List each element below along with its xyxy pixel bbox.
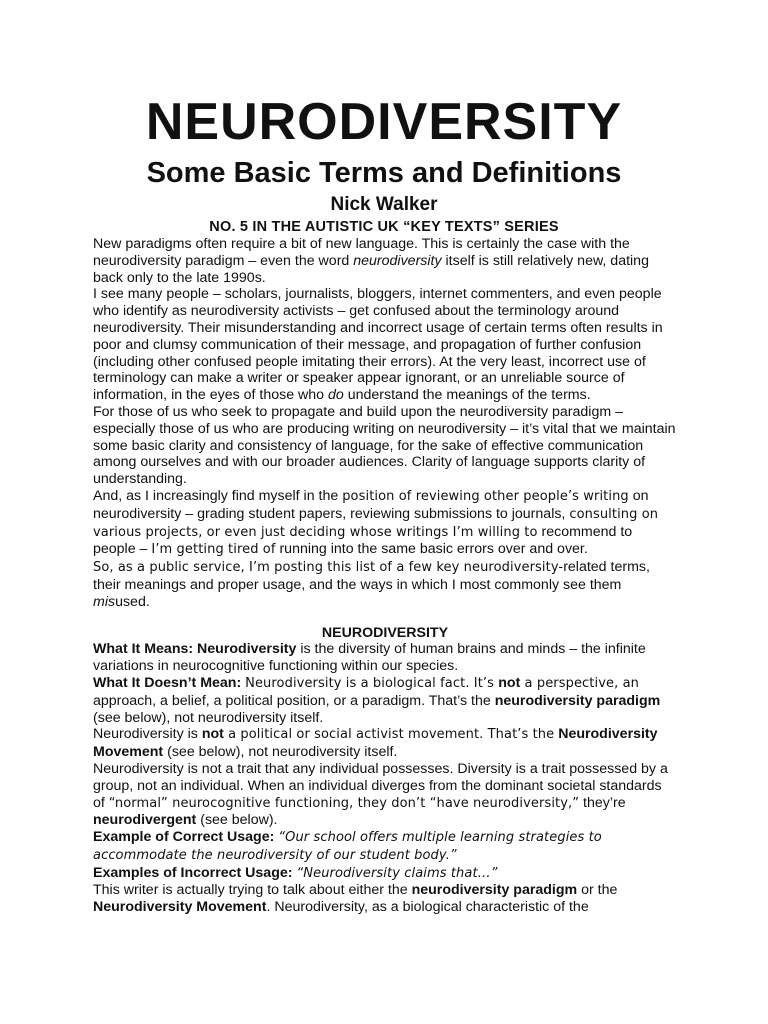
intro-paragraph-4 [93,488,677,559]
correct-usage-example [93,829,677,865]
text-run: consulting on various projects, or even just deciding whose writings I’m willing to [93,506,659,540]
term-text: neurodiversity paradigm [411,882,578,899]
text-run: “normal” neurocognitive functioning, they don’t “have neurodiversity,” [108,795,580,811]
closing-paragraph [93,882,677,916]
document-body [93,236,677,916]
text-run: used. [115,593,150,610]
text-run: (see below), not neurodiversity itself. [93,709,324,726]
text-run: or the [577,882,618,899]
emphasis-text: not [201,726,224,743]
text-run: So, as a public service, I’m posting this list of a few key neurodiversity- [93,560,564,576]
term-text: Neurodiversity Movement [93,726,658,761]
label-text: What It Doesn’t Mean: [93,674,246,691]
term-text: neurodiversity paradigm [494,692,661,709]
emphasis-text: not [498,674,521,691]
emphasis-text: neurodiversity [353,252,442,269]
text-run: I’m getting tired of [151,542,276,558]
document-subtitle: Some Basic Terms and Definitions [146,157,622,189]
text-run: I see many people – scholars, journalists, bloggers, internet commenters, and even people who identify as neurodiversity activists – get confused about the terminology around neurodiversity. Their misunderstanding and incorrect usage of certain terms often results in poor and clumsy communication of their message, and propagation of further confusion (including other confused people imitating their errors). At the very least, incorrect use of terminology can make a writer or speaker appear ignorant, or an unreliable source of information, in the eyes of those who [93,286,663,404]
text-run: . Neurodiversity, as a biological characteristic of the [266,899,589,916]
text-run: (see below), not neurodiversity itself. [163,744,398,761]
label-text: Example of Correct Usage: [93,829,279,846]
series-line: NO. 5 IN THE AUTISTIC UK “KEY TEXTS” SERIES [209,219,559,235]
text-run: a political or social activist movement. That’s the [223,727,555,743]
intro-paragraph-3: For those of us who seek to propagate and build upon the neurodiversity paradigm – especially those of us who are producing writing on neurodiversity – it’s vital that we maintain some basic clarity and consistency of language, for the sake of effective communication among ourselves and with our broader audiences. Clarity of language supports clarity of understanding. [93,403,676,488]
definition-not-trait [93,761,677,829]
text-run: Neurodiversity is a biological fact. It’s [245,675,499,691]
label-text: What It Means: [93,641,198,658]
label-text: Examples of Incorrect Usage: [93,864,297,881]
emphasis-text: mis [93,593,116,610]
definition-doesnt-mean [93,675,677,726]
example-text: “Our school offers multiple learning strategies to accommodate the neurodiversity of our student body.” [93,830,602,863]
text-run: New paradigms often require a bit of new language. This is certainly the case with the neurodiversity paradigm – even the word [93,236,630,269]
author-name: Nick Walker [330,194,438,215]
text-run: itself is still relatively new, dating back only to the late 1990s. [93,252,649,286]
text-run: a perspective, an [520,675,639,691]
text-run: position of reviewing other people’s writing [342,488,629,504]
intro-paragraph-1 [93,236,677,286]
text-run: on neurodiversity – grading student papers, reviewing submissions to journals, [93,487,649,522]
definition-means [93,641,677,675]
incorrect-usage-example [93,865,677,883]
term-text: neurodivergent [93,812,197,829]
text-run: understand the meanings of the terms. [343,387,591,404]
text-run: And, as I increasingly find myself in the [93,487,343,504]
text-run: recommend to people – [93,523,633,558]
intro-paragraph-5 [93,559,677,610]
text-run: they’re [579,794,626,811]
term-text: Neurodiversity [197,641,297,658]
text-run: Neurodiversity is not a trait that any individual possesses. Diversity is a trait possessed by a group, not an individual. When an individual diverges from the dominant societal standards of [93,760,668,811]
text-run: (see below). [196,812,278,829]
text-run: is the diversity of human brains and minds – the infinite variations in neurocognitive functioning within our species. [93,641,646,675]
term-text: Neurodiversity Movement [93,899,267,916]
text-run: Neurodiversity is [93,726,202,743]
section-heading: NEURODIVERSITY [321,624,449,641]
emphasis-text: do [328,387,344,404]
definition-not-movement [93,726,677,761]
text-run: approach, a belief, a political position, or a paradigm. That’s the [93,692,495,709]
document-title: NEURODIVERSITY [145,93,623,151]
text-run: running into the same basic errors over and over. [275,541,588,558]
intro-paragraph-2 [93,286,677,404]
example-text: “Neurodiversity claims that…” [296,865,498,881]
text-run: related terms, their meanings and proper usage, and the ways in which I most commonly see them [93,559,650,593]
text-run: This writer is actually trying to talk about either the [93,882,412,899]
